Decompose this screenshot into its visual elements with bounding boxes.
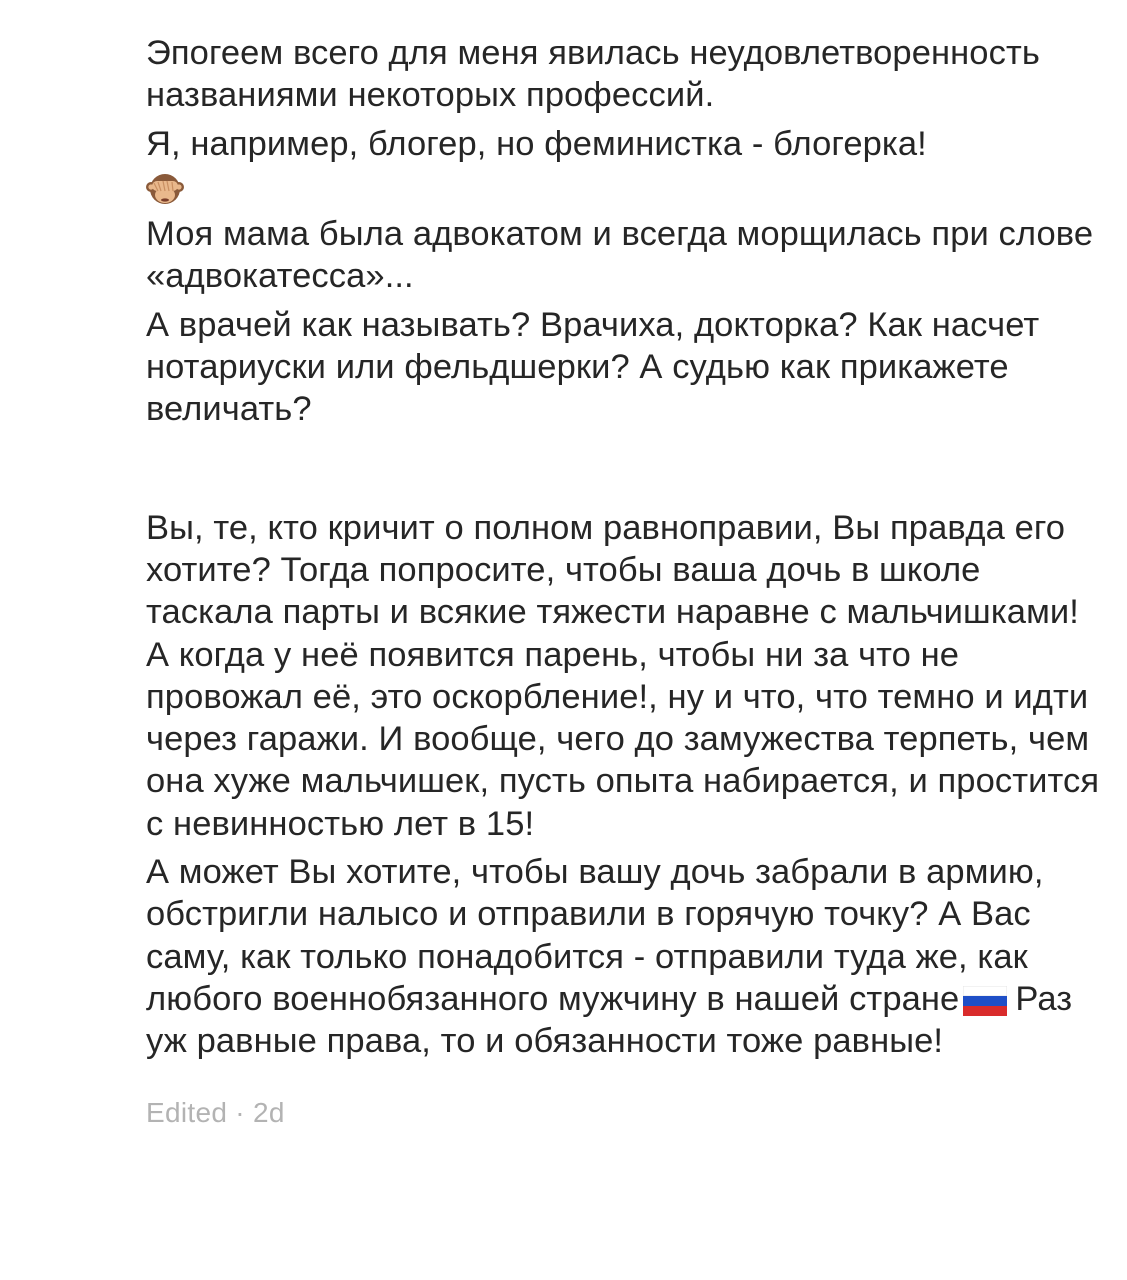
comment-meta bbox=[146, 1097, 1111, 1129]
comment-paragraph: А врачей как называть? Врачиха, докторка? Как насчет нотариуски или фельдшерки? А судью как прикажете величать? bbox=[146, 305, 1049, 429]
russia-flag-icon bbox=[959, 984, 1015, 1019]
paragraph-spacer bbox=[146, 437, 1111, 507]
comment-text: А может Вы хотите, чтобы вашу дочь забрали в армию, обстригли налысо и отправили в горячую точку? А Вас саму, как только понадобится - отправили туда же, как любого военнобязанного мужчину в нашей стране bbox=[146, 853, 1054, 1018]
comment-text: Раз уж равные права, то и обязанности тоже равные! bbox=[146, 979, 1082, 1061]
comment-text: Я, например, блогер, но феминистка - блогерка! bbox=[146, 124, 927, 163]
see-no-evil-monkey-icon bbox=[146, 171, 184, 207]
comment-paragraph bbox=[146, 123, 1111, 208]
comment-paragraph: Моя мама была адвокатом и всегда морщилась при слове «адвокатесса»... bbox=[146, 215, 1103, 296]
comment-paragraph: Эпогеем всего для меня явилась неудовлетворенность названиями некоторых профессий. bbox=[146, 34, 1050, 115]
comment-paragraph bbox=[146, 851, 1111, 1062]
edited-label: Edited bbox=[146, 1096, 228, 1128]
comment-paragraph: Вы, те, кто кричит о полном равноправии, Вы правда его хотите? Тогда попросите, чтобы ваша дочь в школе таскала парты и всякие тяжести наравне с мальчишками! А когда у неё появится парень, чтобы ни за что не провожал её, это оскорбление!, ну и что, что темно и идти через гаражи. И вообще, чего до замужества терпеть, чем она хуже мальчишек, пусть опыта набирается, и простится с невинностью лет в 15! bbox=[146, 508, 1109, 843]
comment-age[interactable]: 2d bbox=[253, 1096, 285, 1128]
meta-separator: · bbox=[235, 1096, 245, 1128]
comment-body bbox=[146, 32, 1111, 1129]
